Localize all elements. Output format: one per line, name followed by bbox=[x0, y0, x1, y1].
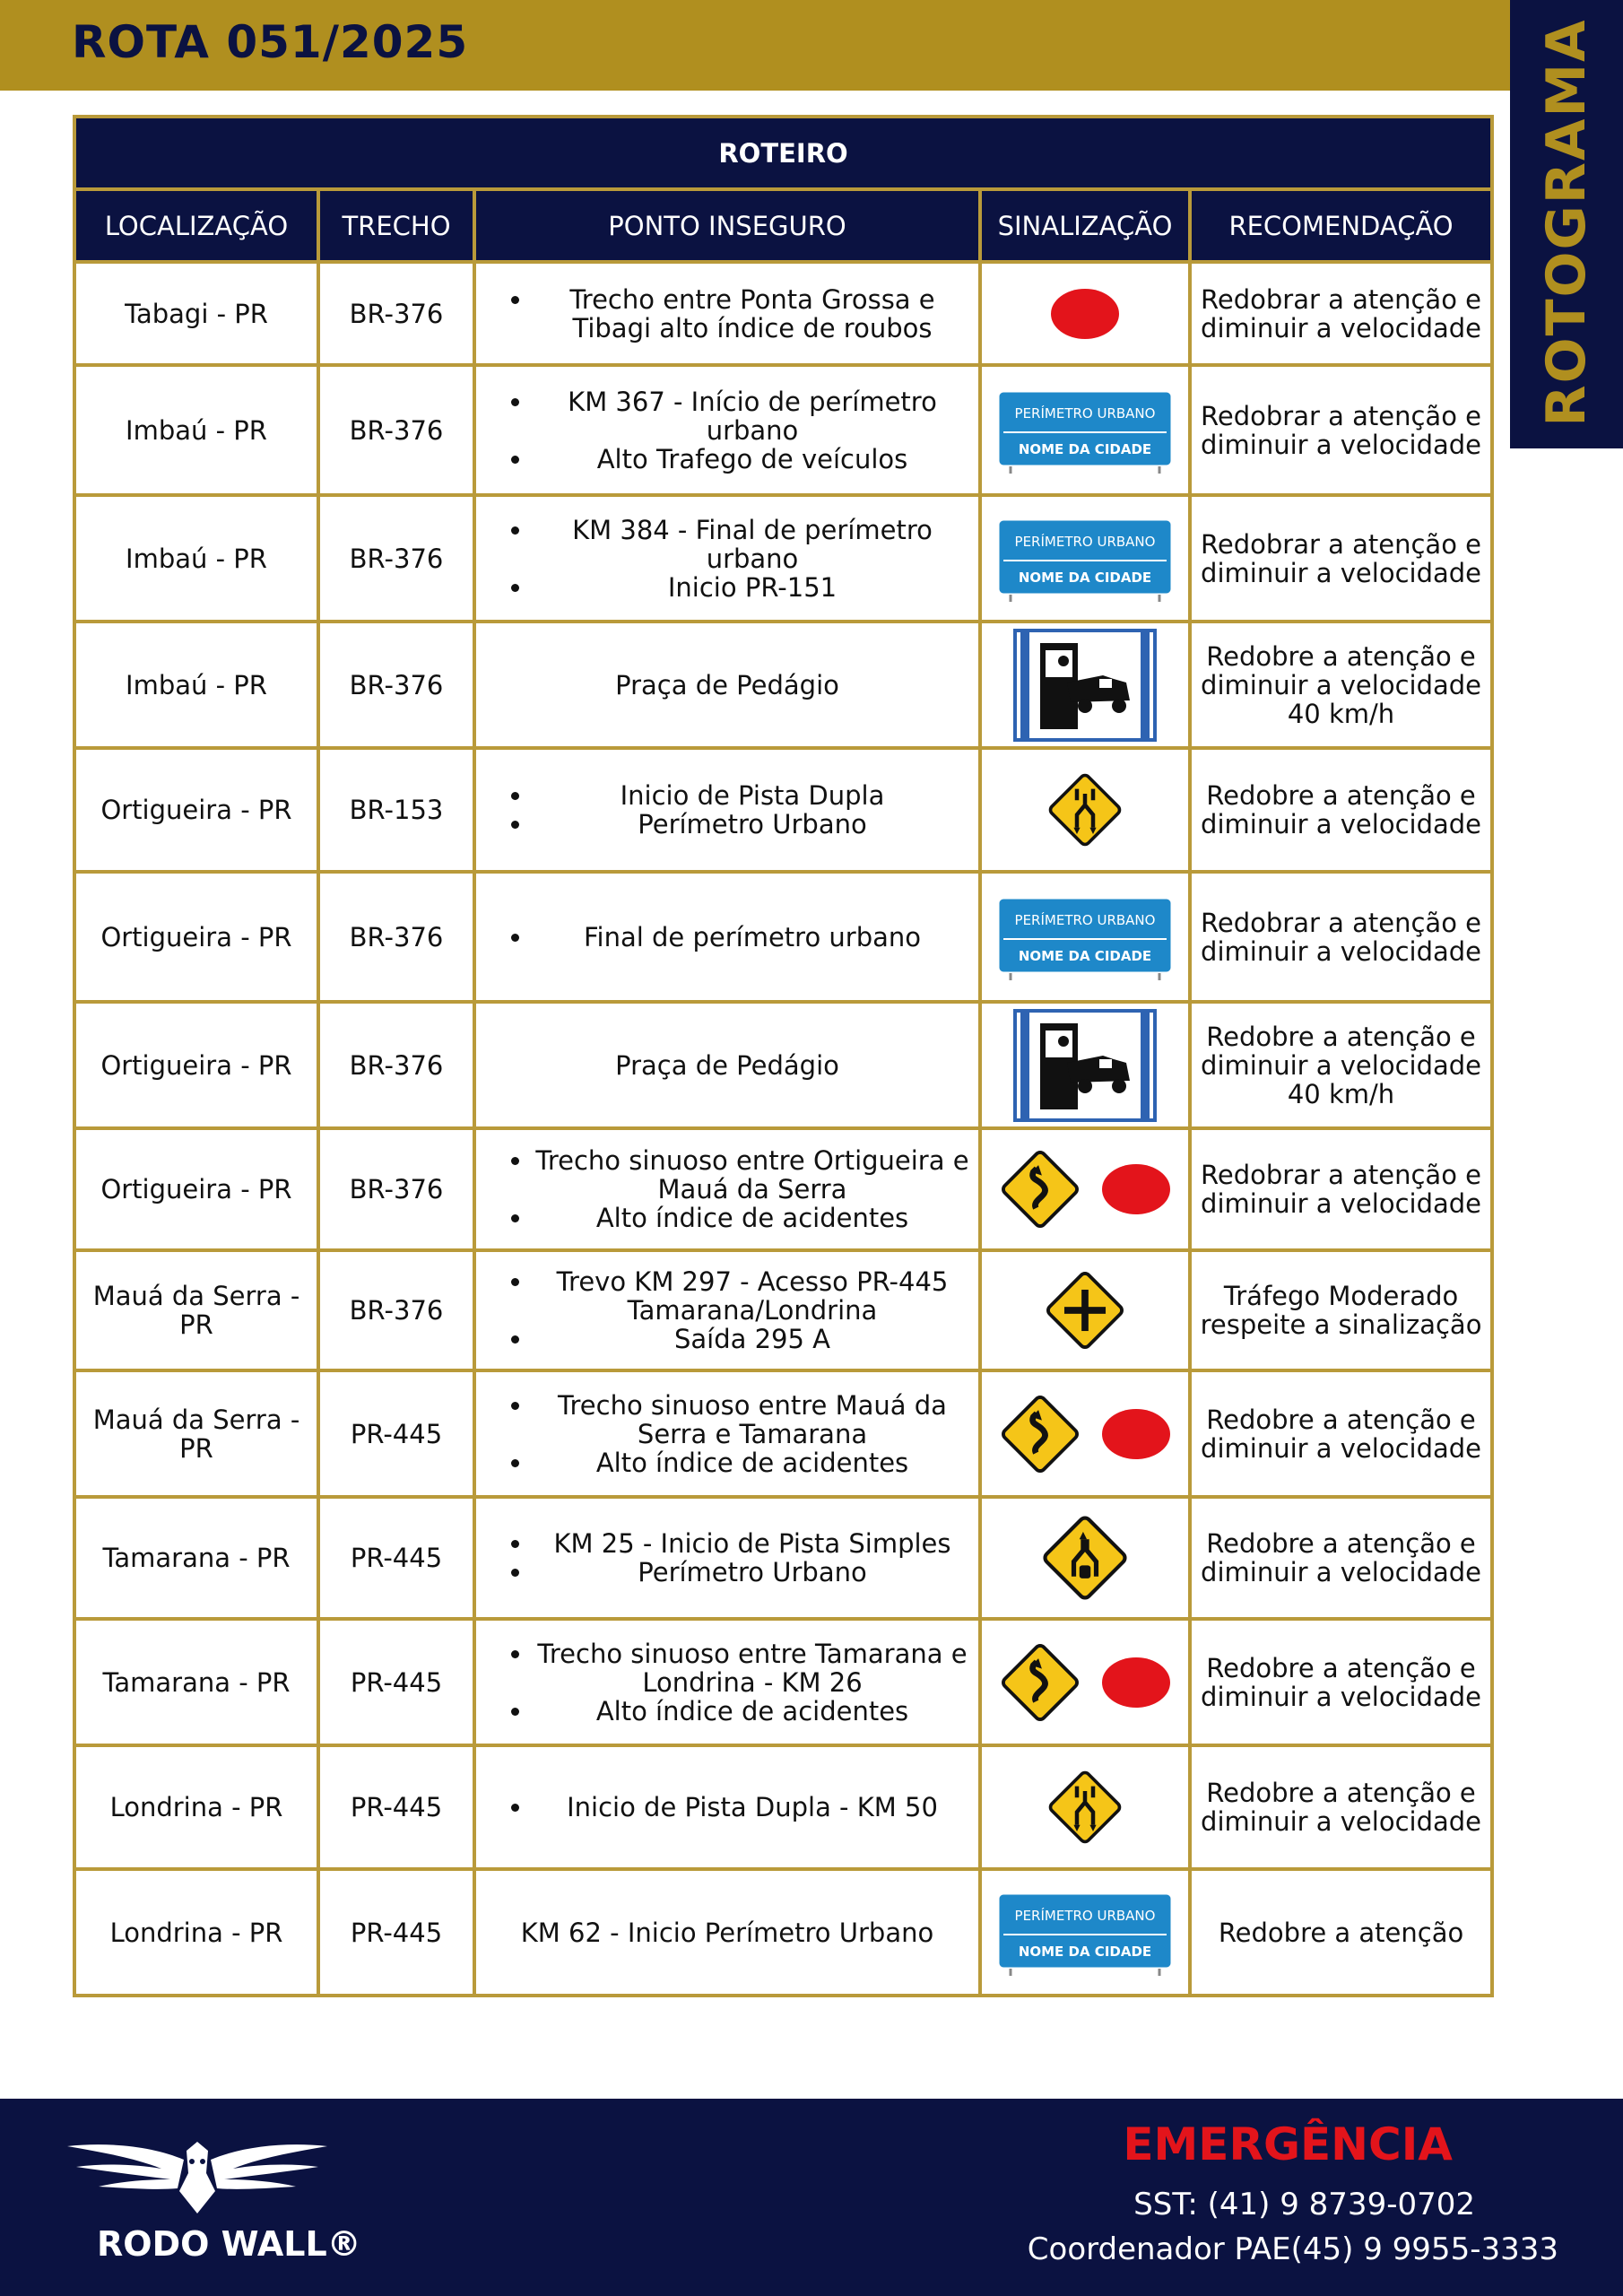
ponto-list-item: • Alto índice de acidentes bbox=[534, 1697, 971, 1726]
cell-ponto-inseguro bbox=[474, 495, 980, 622]
cell-localizacao: Imbaú - PR bbox=[74, 622, 318, 748]
cell-trecho: BR-376 bbox=[318, 1250, 474, 1370]
dual-lane-start-sign-icon bbox=[1045, 770, 1125, 850]
cell-ponto-inseguro: Praça de Pedágio bbox=[474, 622, 980, 748]
red-dot-icon bbox=[1099, 1407, 1173, 1461]
urban-perimeter-sign-icon bbox=[994, 894, 1176, 980]
sign-group bbox=[989, 1009, 1181, 1122]
sign-group bbox=[989, 1146, 1181, 1232]
table-header-row bbox=[74, 189, 1492, 262]
ponto-list bbox=[483, 516, 971, 602]
cell-sinalizacao bbox=[980, 622, 1190, 748]
cell-recomendacao: Redobrar a atenção e diminuir a velocidade bbox=[1190, 1128, 1492, 1250]
cell-ponto-inseguro bbox=[474, 748, 980, 872]
dual-lane-start-sign-icon bbox=[1045, 1767, 1125, 1848]
cell-trecho: BR-376 bbox=[318, 1128, 474, 1250]
cell-localizacao: Londrina - PR bbox=[74, 1745, 318, 1869]
pae-phone: Coordenador PAE(45) 9 9955-3333 bbox=[1027, 2231, 1558, 2267]
sign-group bbox=[989, 894, 1181, 980]
cell-recomendacao: Tráfego Moderado respeite a sinalização bbox=[1190, 1250, 1492, 1370]
cell-sinalizacao bbox=[980, 495, 1190, 622]
ponto-list-item: • Inicio de Pista Dupla bbox=[534, 781, 971, 810]
red-dot-icon bbox=[1048, 287, 1122, 341]
cell-sinalizacao bbox=[980, 365, 1190, 495]
cell-sinalizacao bbox=[980, 872, 1190, 1002]
table-row bbox=[74, 1497, 1492, 1619]
cell-localizacao: Ortigueira - PR bbox=[74, 1002, 318, 1128]
red-dot-icon bbox=[1099, 1656, 1173, 1709]
cell-localizacao: Mauá da Serra - PR bbox=[74, 1250, 318, 1370]
cell-trecho: PR-445 bbox=[318, 1745, 474, 1869]
cell-recomendacao: Redobre a atenção e diminuir a velocidade 40 km/h bbox=[1190, 1002, 1492, 1128]
cell-recomendacao: Redobrar a atenção e diminuir a velocidade bbox=[1190, 365, 1492, 495]
cell-trecho: BR-376 bbox=[318, 262, 474, 365]
cell-localizacao: Imbaú - PR bbox=[74, 495, 318, 622]
brand-name: RODO WALL® bbox=[97, 2224, 361, 2264]
cell-recomendacao: Redobre a atenção bbox=[1190, 1869, 1492, 1996]
cell-sinalizacao bbox=[980, 1128, 1190, 1250]
cell-trecho: BR-153 bbox=[318, 748, 474, 872]
cell-trecho: BR-376 bbox=[318, 365, 474, 495]
toll-booth-sign-icon bbox=[1013, 629, 1157, 742]
ponto-list-item: • Trecho sinuoso entre Ortigueira e Mauá da Serra bbox=[534, 1146, 971, 1204]
cell-sinalizacao bbox=[980, 1250, 1190, 1370]
ponto-list bbox=[483, 387, 971, 474]
cell-ponto-inseguro bbox=[474, 1128, 980, 1250]
urban-sign-top-text: PERÍMETRO URBANO bbox=[1014, 1907, 1156, 1924]
cell-ponto-inseguro bbox=[474, 1250, 980, 1370]
ponto-list bbox=[483, 1146, 971, 1232]
table-row bbox=[74, 1128, 1492, 1250]
ponto-list-item: • Trecho sinuoso entre Tamarana e Londrina - KM 26 bbox=[534, 1639, 971, 1697]
table-title-row bbox=[74, 117, 1492, 189]
cell-localizacao: Londrina - PR bbox=[74, 1869, 318, 1996]
table-row bbox=[74, 1002, 1492, 1128]
cell-trecho: PR-445 bbox=[318, 1497, 474, 1619]
table-row bbox=[74, 622, 1492, 748]
sst-phone: SST: (41) 9 8739-0702 bbox=[1133, 2187, 1475, 2222]
cell-ponto-inseguro bbox=[474, 872, 980, 1002]
col-header-localizacao: LOCALIZAÇÃO bbox=[74, 189, 318, 262]
sign-group bbox=[989, 1767, 1181, 1848]
cell-recomendacao: Redobre a atenção e diminuir a velocidade bbox=[1190, 1745, 1492, 1869]
table-row bbox=[74, 1745, 1492, 1869]
col-header-ponto: PONTO INSEGURO bbox=[474, 189, 980, 262]
ponto-list bbox=[483, 285, 971, 343]
sign-group bbox=[989, 1511, 1181, 1605]
ponto-list bbox=[483, 923, 971, 952]
cell-recomendacao: Redobre a atenção e diminuir a velocidade bbox=[1190, 1370, 1492, 1497]
sign-group bbox=[989, 387, 1181, 474]
cell-recomendacao: Redobrar a atenção e diminuir a velocidade bbox=[1190, 872, 1492, 1002]
cell-ponto-inseguro bbox=[474, 1619, 980, 1745]
ponto-list-item: • KM 367 - Início de perímetro urbano bbox=[534, 387, 971, 445]
table-row bbox=[74, 1370, 1492, 1497]
cell-sinalizacao bbox=[980, 1745, 1190, 1869]
ponto-list bbox=[483, 1267, 971, 1353]
cell-trecho: PR-445 bbox=[318, 1619, 474, 1745]
col-header-trecho: TRECHO bbox=[318, 189, 474, 262]
ponto-list-item: • KM 384 - Final de perímetro urbano bbox=[534, 516, 971, 573]
table-row bbox=[74, 748, 1492, 872]
cell-ponto-inseguro bbox=[474, 262, 980, 365]
ponto-list bbox=[483, 1639, 971, 1726]
ponto-list-item: • Perímetro Urbano bbox=[534, 1558, 971, 1587]
cell-recomendacao: Redobre a atenção e diminuir a velocidade bbox=[1190, 748, 1492, 872]
cell-recomendacao: Redobre a atenção e diminuir a velocidade bbox=[1190, 1497, 1492, 1619]
sign-group bbox=[989, 1391, 1181, 1477]
table-row bbox=[74, 872, 1492, 1002]
ponto-list bbox=[483, 1391, 971, 1477]
ponto-list-item: • Alto Trafego de veículos bbox=[534, 445, 971, 474]
urban-sign-top-text: PERÍMETRO URBANO bbox=[1014, 404, 1156, 422]
cell-sinalizacao bbox=[980, 262, 1190, 365]
cell-ponto-inseguro: Praça de Pedágio bbox=[474, 1002, 980, 1128]
cell-sinalizacao bbox=[980, 1497, 1190, 1619]
cell-recomendacao: Redobre a atenção e diminuir a velocidade 40 km/h bbox=[1190, 622, 1492, 748]
urban-sign-bottom-text: NOME DA CIDADE bbox=[1018, 440, 1152, 457]
cell-trecho: PR-445 bbox=[318, 1869, 474, 1996]
route-table bbox=[73, 115, 1494, 1997]
sign-group bbox=[989, 287, 1181, 341]
cell-ponto-inseguro bbox=[474, 1370, 980, 1497]
cell-recomendacao: Redobrar a atenção e diminuir a velocidade bbox=[1190, 495, 1492, 622]
table-row bbox=[74, 1619, 1492, 1745]
cell-localizacao: Mauá da Serra - PR bbox=[74, 1370, 318, 1497]
urban-perimeter-sign-icon bbox=[994, 387, 1176, 474]
sign-group bbox=[989, 1267, 1181, 1353]
ponto-list-item: • KM 25 - Inicio de Pista Simples bbox=[534, 1529, 971, 1558]
cell-trecho: BR-376 bbox=[318, 495, 474, 622]
cell-localizacao: Ortigueira - PR bbox=[74, 872, 318, 1002]
urban-sign-bottom-text: NOME DA CIDADE bbox=[1018, 569, 1152, 586]
footer bbox=[0, 2099, 1623, 2296]
side-label: ROTOGRAMA bbox=[1535, 18, 1598, 427]
table-row bbox=[74, 365, 1492, 495]
top-bar bbox=[0, 0, 1510, 91]
sign-group bbox=[989, 770, 1181, 850]
sign-group bbox=[989, 516, 1181, 602]
col-header-sinalizacao: SINALIZAÇÃO bbox=[980, 189, 1190, 262]
table-row bbox=[74, 262, 1492, 365]
ponto-list bbox=[483, 1529, 971, 1587]
winding-road-sign-icon bbox=[997, 1639, 1083, 1726]
table-row bbox=[74, 495, 1492, 622]
route-title: ROTA 051/2025 bbox=[72, 16, 469, 68]
cell-ponto-inseguro bbox=[474, 1745, 980, 1869]
cell-trecho: BR-376 bbox=[318, 1002, 474, 1128]
cell-trecho: BR-376 bbox=[318, 622, 474, 748]
col-header-recomendacao: RECOMENDAÇÃO bbox=[1190, 189, 1492, 262]
cell-recomendacao: Redobrar a atenção e diminuir a velocidade bbox=[1190, 262, 1492, 365]
cell-localizacao: Tamarana - PR bbox=[74, 1619, 318, 1745]
ponto-list-item: • Trecho entre Ponta Grossa e Tibagi alto índice de roubos bbox=[534, 285, 971, 343]
cell-localizacao: Tamarana - PR bbox=[74, 1497, 318, 1619]
ponto-list-item: • Inicio PR-151 bbox=[534, 573, 971, 602]
dual-lane-end-sign-icon bbox=[1038, 1511, 1132, 1605]
ponto-list bbox=[483, 1793, 971, 1822]
ponto-list-item: • Trevo KM 297 - Acesso PR-445 Tamarana/Londrina bbox=[534, 1267, 971, 1325]
cell-localizacao: Ortigueira - PR bbox=[74, 1128, 318, 1250]
cell-sinalizacao bbox=[980, 1869, 1190, 1996]
cell-localizacao: Imbaú - PR bbox=[74, 365, 318, 495]
urban-sign-bottom-text: NOME DA CIDADE bbox=[1018, 1943, 1152, 1960]
cell-ponto-inseguro: KM 62 - Inicio Perímetro Urbano bbox=[474, 1869, 980, 1996]
urban-sign-top-text: PERÍMETRO URBANO bbox=[1014, 533, 1156, 550]
urban-sign-bottom-text: NOME DA CIDADE bbox=[1018, 947, 1152, 964]
table-body bbox=[74, 262, 1492, 1996]
urban-perimeter-sign-icon bbox=[994, 516, 1176, 602]
cell-sinalizacao bbox=[980, 1619, 1190, 1745]
cell-trecho: PR-445 bbox=[318, 1370, 474, 1497]
ponto-list-item: • Alto índice de acidentes bbox=[534, 1204, 971, 1232]
ponto-list-item: • Perímetro Urbano bbox=[534, 810, 971, 839]
crossroad-sign-icon bbox=[1042, 1267, 1128, 1353]
red-dot-icon bbox=[1099, 1162, 1173, 1216]
cell-ponto-inseguro bbox=[474, 365, 980, 495]
cell-recomendacao: Redobre a atenção e diminuir a velocidade bbox=[1190, 1619, 1492, 1745]
emergency-title: EMERGÊNCIA bbox=[1123, 2118, 1453, 2170]
table-row bbox=[74, 1250, 1492, 1370]
table-title: ROTEIRO bbox=[74, 117, 1492, 189]
ponto-list bbox=[483, 781, 971, 839]
urban-sign-top-text: PERÍMETRO URBANO bbox=[1014, 911, 1156, 928]
side-tab bbox=[1510, 0, 1623, 448]
cell-localizacao: Tabagi - PR bbox=[74, 262, 318, 365]
sign-group bbox=[989, 1890, 1181, 1976]
toll-booth-sign-icon bbox=[1013, 1009, 1157, 1122]
cell-trecho: BR-376 bbox=[318, 872, 474, 1002]
winding-road-sign-icon bbox=[997, 1391, 1083, 1477]
cell-ponto-inseguro bbox=[474, 1497, 980, 1619]
ponto-list-item: • Final de perímetro urbano bbox=[534, 923, 971, 952]
table-row bbox=[74, 1869, 1492, 1996]
cell-localizacao: Ortigueira - PR bbox=[74, 748, 318, 872]
cell-sinalizacao bbox=[980, 1002, 1190, 1128]
urban-perimeter-sign-icon bbox=[994, 1890, 1176, 1976]
ponto-list-item: • Saída 295 A bbox=[534, 1325, 971, 1353]
ponto-list-item: • Inicio de Pista Dupla - KM 50 bbox=[534, 1793, 971, 1822]
ponto-list-item: • Trecho sinuoso entre Mauá da Serra e Tamarana bbox=[534, 1391, 971, 1448]
sign-group bbox=[989, 1639, 1181, 1726]
sign-group bbox=[989, 629, 1181, 742]
winding-road-sign-icon bbox=[997, 1146, 1083, 1232]
cell-sinalizacao bbox=[980, 1370, 1190, 1497]
ponto-list-item: • Alto índice de acidentes bbox=[534, 1448, 971, 1477]
cell-sinalizacao bbox=[980, 748, 1190, 872]
